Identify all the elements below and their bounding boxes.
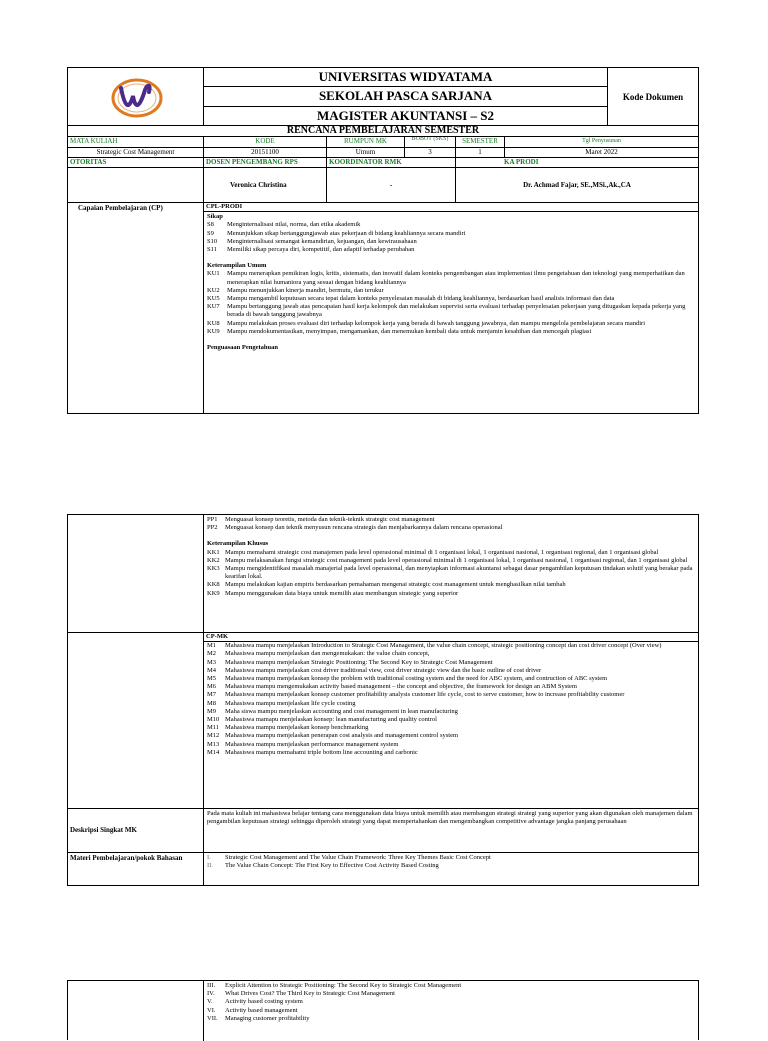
deskripsi-text: Pada mata kuliah ini mahasiswa belajar tentang cara menggunakan data biaya untuk memilih atau membangun strategi strategi yang superior yang akan digunakan oleh manajemen dalam pengambilan keputusan strategi sehingga diperoleh strategi yang dapat mempertahankan dan mengembangkan competitive advantage jangka panjang perusahaan <box>207 810 693 826</box>
cpmk-title: CP-MK <box>204 633 698 642</box>
course-value-tgl: Maret 2022 <box>585 148 618 156</box>
list-item <box>207 581 694 589</box>
materi-list-page3 <box>204 981 698 1041</box>
course-values-row <box>68 148 698 158</box>
authority-header-kaprodi: KA PRODI <box>504 158 539 166</box>
item-text: Activity based costing system <box>225 998 303 1006</box>
item-text: Mahasiswa mampu menjelaskan konsep the problem with traditional costing system and the need for ABC system, and contruction of ABC system <box>225 675 608 683</box>
list-item <box>207 549 694 557</box>
cpl-prodi-label: CPL-PRODI <box>204 203 698 212</box>
list-item <box>207 320 694 328</box>
item-text: Mampu mengambil keputusan secara tepat dalam konteks penyelesaian masalah di bidang keahliannya, berdasarkan hasil analisis informasi dan data <box>227 295 615 303</box>
item-text: Explicit Attention to Strategic Positioning: The Second Key to Strategic Cost Management <box>225 982 462 989</box>
university-title: UNIVERSITAS WIDYATAMA <box>204 68 607 87</box>
list-item <box>207 246 694 254</box>
item-code: KK3 <box>207 565 220 573</box>
deskripsi-row <box>68 809 698 853</box>
cp-label: Capaian Pembelajaran (CP) <box>68 203 204 413</box>
item-code: KU5 <box>207 295 220 303</box>
list-item <box>207 287 694 295</box>
list-item <box>207 659 694 667</box>
pp-list <box>207 516 694 532</box>
course-header-semester: SEMESTER <box>456 137 505 147</box>
item-code: M3 <box>207 658 217 666</box>
course-value-rumpun: Umum <box>327 148 405 157</box>
list-item <box>207 516 694 524</box>
item-code: IV. <box>207 990 215 998</box>
item-text: Maha siswa mampu menjelaskan accounting and cost management in lean manufacturing <box>225 707 458 715</box>
cpmk-list <box>204 642 698 757</box>
item-text: Mampu melakukan proses evaluasi diri terhadap kelompok kerja yang berada di bawah tanggung jawabnya, dan mampu mengelola pembelajaran secara mandiri <box>227 319 646 327</box>
course-header-rumpun: RUMPUN MK <box>327 137 405 147</box>
materi-row <box>68 853 698 885</box>
item-text: Mampu menggunakan data biaya untuk memilih atau membangun strategic yang superior <box>225 589 459 597</box>
item-text: Mampu bertanggung jawab atas pencapaian hasil kerja kelompok dan melakukan supervisi serta evaluasi terhadap penyelesaian pekerjaan yang ditugaskan kepada pekerja yang berada di bawah tanggung jawabnya <box>227 303 686 319</box>
item-code: KU7 <box>207 303 220 311</box>
item-code: III. <box>207 982 216 989</box>
materi-label: Materi Pembelajaran/pokok Bahasan <box>68 853 204 885</box>
list-item <box>207 691 694 699</box>
item-code: S11 <box>207 246 217 254</box>
list-item <box>207 1007 694 1015</box>
item-code: KK8 <box>207 581 220 589</box>
list-item <box>207 724 694 732</box>
item-text: Mampu mengidentifikasi masalah manajerial pada level operasional, dan menyiapkan informasi akuntansi sebagai dasar pengambilan keputusan tindakan solutif yang berakar pada kearifan lokal. <box>225 565 693 581</box>
item-code: M9 <box>207 707 217 715</box>
list-item <box>207 741 694 749</box>
item-text: The Value Chain Concept: The First Key to Effective Cost Activity Based Costing <box>225 862 439 870</box>
item-code: KK9 <box>207 589 220 597</box>
list-item <box>207 642 694 650</box>
item-text: Menginternalisasi semangat kemandirian, kejuangan, dan kewirausahaan <box>227 237 417 245</box>
course-value-kode: 20151100 <box>204 148 327 157</box>
list-item <box>207 565 694 581</box>
item-code: KK2 <box>207 556 220 564</box>
course-value-matakuliah: Strategic Cost Management <box>68 148 204 157</box>
item-text: Mahasiswa mampu menjelaskan life cycle costing <box>225 699 356 707</box>
item-code: S9 <box>207 229 214 237</box>
item-text: Mahasiswa mampu menjelaskan penerapan cost analysis and management control system <box>225 732 459 740</box>
authority-header-dosen: DOSEN PENGEMBANG RPS <box>204 158 327 167</box>
item-text: Mahasiswa mampu memahami triple bottom line accounting and carbonic <box>225 748 418 756</box>
header-titles <box>204 68 608 125</box>
item-code: I. <box>207 854 211 861</box>
list-item <box>207 650 694 658</box>
item-code: VII. <box>207 1014 218 1022</box>
authority-header-koordinator: KOORDINATOR RMK <box>327 158 456 167</box>
item-text: Mahasiswa mamapu menjelaskan konsep: lean manufacturing and quality control <box>225 716 437 724</box>
item-text: Mampu mendokumentasikan, menyimpan, mengamankan, dan menemukan kembali data untuk menjamin kesahihan dan mencegah plagiasi <box>227 327 592 335</box>
item-code: KU9 <box>207 327 220 335</box>
item-code: M10 <box>207 716 220 724</box>
item-code: M5 <box>207 675 217 683</box>
ku-title: Keterampilan Umum <box>207 262 267 270</box>
item-text: Mahasiswa mampu mengemukakan activity based management – the concept and objective, the framework for design an ABM System <box>225 683 577 691</box>
authority-header-otoritas: OTORITAS <box>68 158 204 167</box>
course-value-semester: 1 <box>456 148 505 157</box>
item-code: M4 <box>207 666 217 674</box>
list-item <box>207 524 694 532</box>
item-text: Mampu menunjukkan kinerja mandiri, bermutu, dan terukur <box>227 286 384 294</box>
authority-values-row <box>68 168 698 203</box>
pp-kk-content <box>204 515 698 632</box>
cpmk-row <box>68 633 698 809</box>
list-item <box>207 708 694 716</box>
rps-page-1 <box>67 67 699 414</box>
item-code: M2 <box>207 650 217 658</box>
cpmk-empty <box>68 633 204 808</box>
cp-content <box>204 203 698 413</box>
authority-header-row <box>68 158 698 168</box>
item-code: M12 <box>207 732 220 740</box>
materi-list-page2 <box>204 853 698 885</box>
item-code: PP2 <box>207 524 218 532</box>
list-item <box>207 700 694 708</box>
item-text: Mahasiswa mampu menjelaskan Introduction to Strategic Cost Management, the value chain concept, strategic positioning concept dan cost driver concept (Over view) <box>225 642 662 650</box>
list-item <box>207 749 694 757</box>
item-code: M7 <box>207 691 217 699</box>
item-code: PP1 <box>207 516 218 523</box>
cp-body <box>204 212 698 352</box>
list-item <box>207 303 694 319</box>
course-value-bobot: 3 <box>405 148 456 157</box>
list-item <box>207 990 694 998</box>
item-text: Memiliki sikap percaya diri, kompetitif, dan adaptif terhadap perubahan <box>227 246 415 254</box>
item-text: Menguasai konsep teoretis, metoda dan teknik-teknik strategic cost management <box>225 516 435 523</box>
item-code: VI. <box>207 1006 216 1014</box>
rps-page-3 <box>67 980 699 1040</box>
rps-title: RENCANA PEMBELAJARAN SEMESTER <box>68 126 698 137</box>
item-code: S10 <box>207 237 218 245</box>
item-text: Strategic Cost Management and The Value Chain Framework: Three Key Themes Basic Cost Concept <box>225 854 491 861</box>
item-text: Mahasiswa mampu menjelaskan performance management system <box>225 740 399 748</box>
logo-cell <box>68 68 204 125</box>
list-item <box>207 221 694 229</box>
course-header-row <box>68 137 698 148</box>
item-code: KU2 <box>207 286 220 294</box>
list-item <box>207 998 694 1006</box>
item-text: Mampu memahami strategic cost manajemen pada level operasional minimal di 1 organisasi lokal, 1 organisasi nasional, 1 organisasi regional, dan 1 organisasi global <box>225 548 659 556</box>
item-text: Mampu melakukan kajian empiris berdasarkan pemahaman mengenai strategic cost management untuk menghasilkan nilai tambah <box>225 581 566 589</box>
list-item <box>207 590 694 598</box>
list-item <box>207 238 694 246</box>
authority-empty-cell <box>68 168 204 202</box>
item-code: KU8 <box>207 319 220 327</box>
list-item <box>207 716 694 724</box>
item-text: Mahasiswa mampu menjelaskan konsep customer profitability analysis customer life cycle, cost to serve customer, how to increase profitability customer <box>225 691 625 699</box>
cp-row <box>68 203 698 413</box>
authority-value-koordinator: - <box>327 168 456 202</box>
item-text: Mahasiswa mampu menjelaskan dan mengemukakan: the value chain concept, <box>225 650 430 658</box>
item-text: Mahasiswa mampu menjelaskan cost driver traditional view, cost driver strategic view dan the basic outline of cost driver <box>225 666 542 674</box>
item-code: M6 <box>207 683 217 691</box>
authority-value-dosen: Veronica Christina <box>204 168 327 202</box>
item-text: Activity based management <box>225 1006 298 1014</box>
item-code: M13 <box>207 740 220 748</box>
sikap-list <box>207 221 694 254</box>
item-text: Mahasiswa mampu menjelaskan konsep benchmarking <box>225 724 369 732</box>
item-text: Managing customer profitability <box>225 1014 310 1022</box>
item-code: S8 <box>207 221 214 229</box>
list-item <box>207 1015 694 1023</box>
list-item <box>207 270 694 286</box>
list-item <box>207 557 694 565</box>
course-header-kode: KODE <box>204 137 327 147</box>
list-item <box>207 854 694 862</box>
list-item <box>207 328 694 336</box>
header-row <box>68 68 698 126</box>
list-item <box>207 683 694 691</box>
list-item <box>207 295 694 303</box>
doc-code-label: Kode Dokumen <box>622 91 684 102</box>
rps-page-2 <box>67 514 699 886</box>
pp-kk-empty <box>68 515 204 632</box>
item-code: M1 <box>207 642 217 650</box>
item-text: What Drives Cost? The Third Key to Strategic Cost Management <box>225 990 395 998</box>
sikap-title: Sikap <box>207 213 223 221</box>
item-code: M8 <box>207 699 217 707</box>
materi-cont-empty <box>68 981 204 1041</box>
item-text: Menginternalisasi nilai, norma, dan etika akademik <box>227 221 361 229</box>
authority-value-kaprodi: Dr. Achmad Fajar, SE.,MSi.,Ak.,CA <box>523 181 631 189</box>
pp-title: Penguasaan Pengetahuan <box>207 344 278 352</box>
item-code: M14 <box>207 748 220 756</box>
course-header-tgl: Tgl Penyusunan <box>582 138 621 144</box>
list-item <box>207 230 694 238</box>
list-item <box>207 675 694 683</box>
list-item <box>207 862 694 870</box>
item-text: Mampu melaksanakan fungsi strategic cost management pada level operasional minimal di 1 organisasi lokal, 1 organisasi nasional, 1 organisasi regional, dan 1 organisasi global <box>225 556 688 564</box>
ku-list <box>207 270 694 336</box>
item-text: Menunjukkan sikap bertanggungjawab atas pekerjaan di bidang keahliannya secara mandiri <box>227 229 466 237</box>
program-title: MAGISTER AKUNTANSI – S2 <box>316 107 495 123</box>
item-code: KK1 <box>207 548 220 556</box>
deskripsi-label: Deskripsi Singkat MK <box>68 809 204 852</box>
course-header-bobot: BOBOT (SKS) <box>405 137 456 147</box>
pp-kk-row <box>68 515 698 633</box>
course-header-matakuliah: MATA KULIAH <box>68 137 204 147</box>
materi-cont-row <box>68 981 698 1041</box>
item-code: KU1 <box>207 270 220 278</box>
item-text: Mampu menerapkan pemikiran logis, kritis, sistematis, dan inovatif dalam konteks pengembangan atau implementasi ilmu pengetahuan dan teknologi yang memperhatikan dan menerapkan nilai humaniora yang sesuai dengan bidang keahliannya <box>227 270 685 286</box>
list-item <box>207 667 694 675</box>
item-text: Mahasiswa mampu menjelaskan Strategic Positioning: The Second Key to Strategic Cost Management <box>225 658 493 666</box>
item-code: M11 <box>207 724 220 732</box>
item-code: II. <box>207 862 213 870</box>
item-text: Menguasai konsep dan teknik menyusun rencana strategis dan menjabarkannya dalam rencana operasional <box>225 524 503 532</box>
cpmk-content <box>204 633 698 808</box>
list-item <box>207 982 694 990</box>
school-title: SEKOLAH PASCA SARJANA <box>204 87 607 106</box>
kk-title: Keterampilan Khusus <box>207 540 269 548</box>
widyatama-logo-icon <box>101 72 171 122</box>
list-item <box>207 732 694 740</box>
item-code: V. <box>207 998 213 1006</box>
kk-list <box>207 549 694 598</box>
